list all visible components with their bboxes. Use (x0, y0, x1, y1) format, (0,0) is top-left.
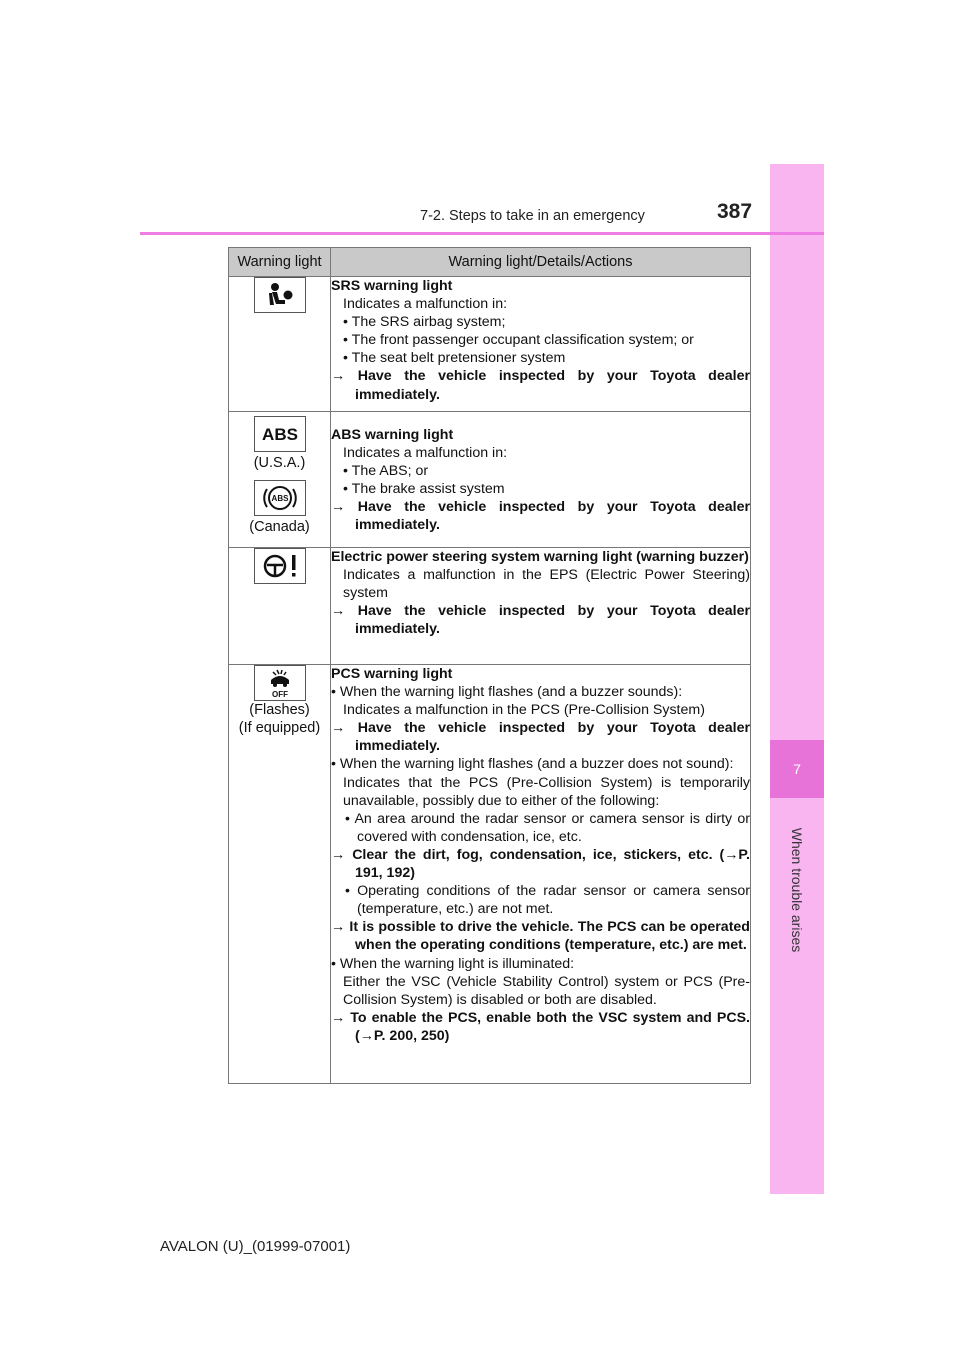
power-steering-warning-icon (254, 548, 306, 584)
caption-usa: (U.S.A.) (253, 455, 306, 471)
icon-cell (229, 277, 331, 412)
chapter-number: 7 (770, 740, 824, 798)
header-divider (140, 232, 824, 235)
document-code: AVALON (U)_(01999-07001) (160, 1238, 351, 1255)
action-text: Have the vehicle inspected by your Toyota dealer immediately. (355, 720, 750, 755)
icon-cell (229, 412, 331, 548)
arrow: → (331, 720, 346, 737)
detail-line: • The seat belt pretensioner system (343, 350, 566, 367)
table-row (229, 548, 751, 665)
abs-circle-icon (254, 480, 306, 516)
arrow: → (331, 499, 346, 516)
arrow: → (331, 603, 346, 620)
table-header-row (229, 248, 751, 277)
table-row (229, 665, 751, 1084)
arrow: → (331, 919, 346, 936)
arrow: → (331, 846, 346, 863)
detail-line: Indicates that the PCS (Pre-Collision System) is temporarily unavailable, possibly due to either of the following: (343, 774, 750, 809)
action-line (331, 846, 750, 882)
action-text: Have the vehicle inspected by your Toyota dealer immediately. (355, 368, 750, 403)
chapter-label (782, 827, 812, 953)
caption-canada: (Canada) (249, 519, 310, 536)
abs-small-label: ABS (271, 494, 288, 504)
icon-cell (229, 548, 331, 665)
detail-line: Indicates a malfunction in: (343, 445, 508, 462)
bullet-line: • When the warning light is illuminated: (331, 955, 575, 972)
bullet-line: • When the warning light flashes (and a buzzer does not sound): (331, 756, 734, 773)
detail-line: • The ABS; or (343, 463, 429, 480)
details-cell (331, 277, 751, 412)
action-text: Clear the dirt, fog, condensation, ice, stickers, etc. (→P. 191, 192) (352, 846, 750, 882)
table-row (229, 412, 751, 548)
srs-airbag-icon (254, 277, 306, 313)
row-title: PCS warning light (331, 666, 453, 682)
pcs-warning-icon (254, 665, 306, 701)
detail-line: Either the VSC (Vehicle Stability Control) system or PCS (Pre-Collision System) is disabled or both are disabled. (343, 973, 750, 1008)
bullet-line: • When the warning light flashes (and a buzzer sounds): (331, 684, 683, 701)
chapter-label-text: When trouble arises (789, 827, 805, 953)
table-row (229, 277, 751, 412)
action-line (331, 367, 750, 403)
details-cell (331, 412, 751, 548)
arrow: → (331, 1009, 346, 1026)
detail-line: • The SRS airbag system; (343, 314, 506, 331)
sub-bullet-line: • Operating conditions of the radar sensor or camera sensor (temperature, etc.) are not met. (345, 883, 750, 918)
icon-cell (229, 665, 331, 1084)
page-number: 387 (717, 200, 753, 223)
row-title: ABS warning light (331, 427, 454, 443)
action-line (331, 719, 750, 755)
abs-label: ABS (261, 425, 298, 444)
detail-line: Indicates a malfunction in: (343, 296, 508, 313)
detail-line: Indicates a malfunction in the EPS (Electric Power Steering) system (343, 567, 750, 602)
detail-line: • The front passenger occupant classification system; or (343, 332, 694, 349)
off-label: OFF (271, 690, 288, 699)
action-line (331, 602, 750, 638)
action-text: Have the vehicle inspected by your Toyota dealer immediately. (355, 603, 750, 638)
details-cell (331, 548, 751, 665)
action-line (331, 918, 750, 954)
warning-lights-table (228, 247, 751, 1084)
section-title: 7-2. Steps to take in an emergency (420, 208, 645, 224)
abs-icon (254, 416, 306, 452)
detail-line: • The brake assist system (343, 481, 505, 498)
column-header-warning-light: Warning light (229, 248, 331, 277)
column-header-details: Warning light/Details/Actions (331, 248, 751, 277)
detail-line: Indicates a malfunction in the PCS (Pre-Collision System) (343, 702, 705, 719)
action-line (331, 498, 750, 534)
details-cell (331, 665, 751, 1084)
arrow: → (331, 368, 346, 385)
action-text: It is possible to drive the vehicle. The PCS can be operated when the operating conditions (temperature, etc.) are met. (349, 919, 750, 954)
row-title: Electric power steering system warning light (warning buzzer) (331, 549, 749, 565)
action-text: To enable the PCS, enable both the VSC system and PCS. (→P. 200, 250) (350, 1009, 750, 1044)
action-line (331, 1009, 750, 1045)
caption-flashes: (Flashes) (249, 702, 310, 718)
side-tab (770, 164, 824, 1194)
caption-if-equipped: (If equipped) (238, 720, 321, 737)
row-title: SRS warning light (331, 278, 453, 294)
action-text: Have the vehicle inspected by your Toyota dealer immediately. (355, 499, 750, 534)
sub-bullet-line: • An area around the radar sensor or camera sensor is dirty or covered with condensation, ice, etc. (345, 810, 750, 845)
